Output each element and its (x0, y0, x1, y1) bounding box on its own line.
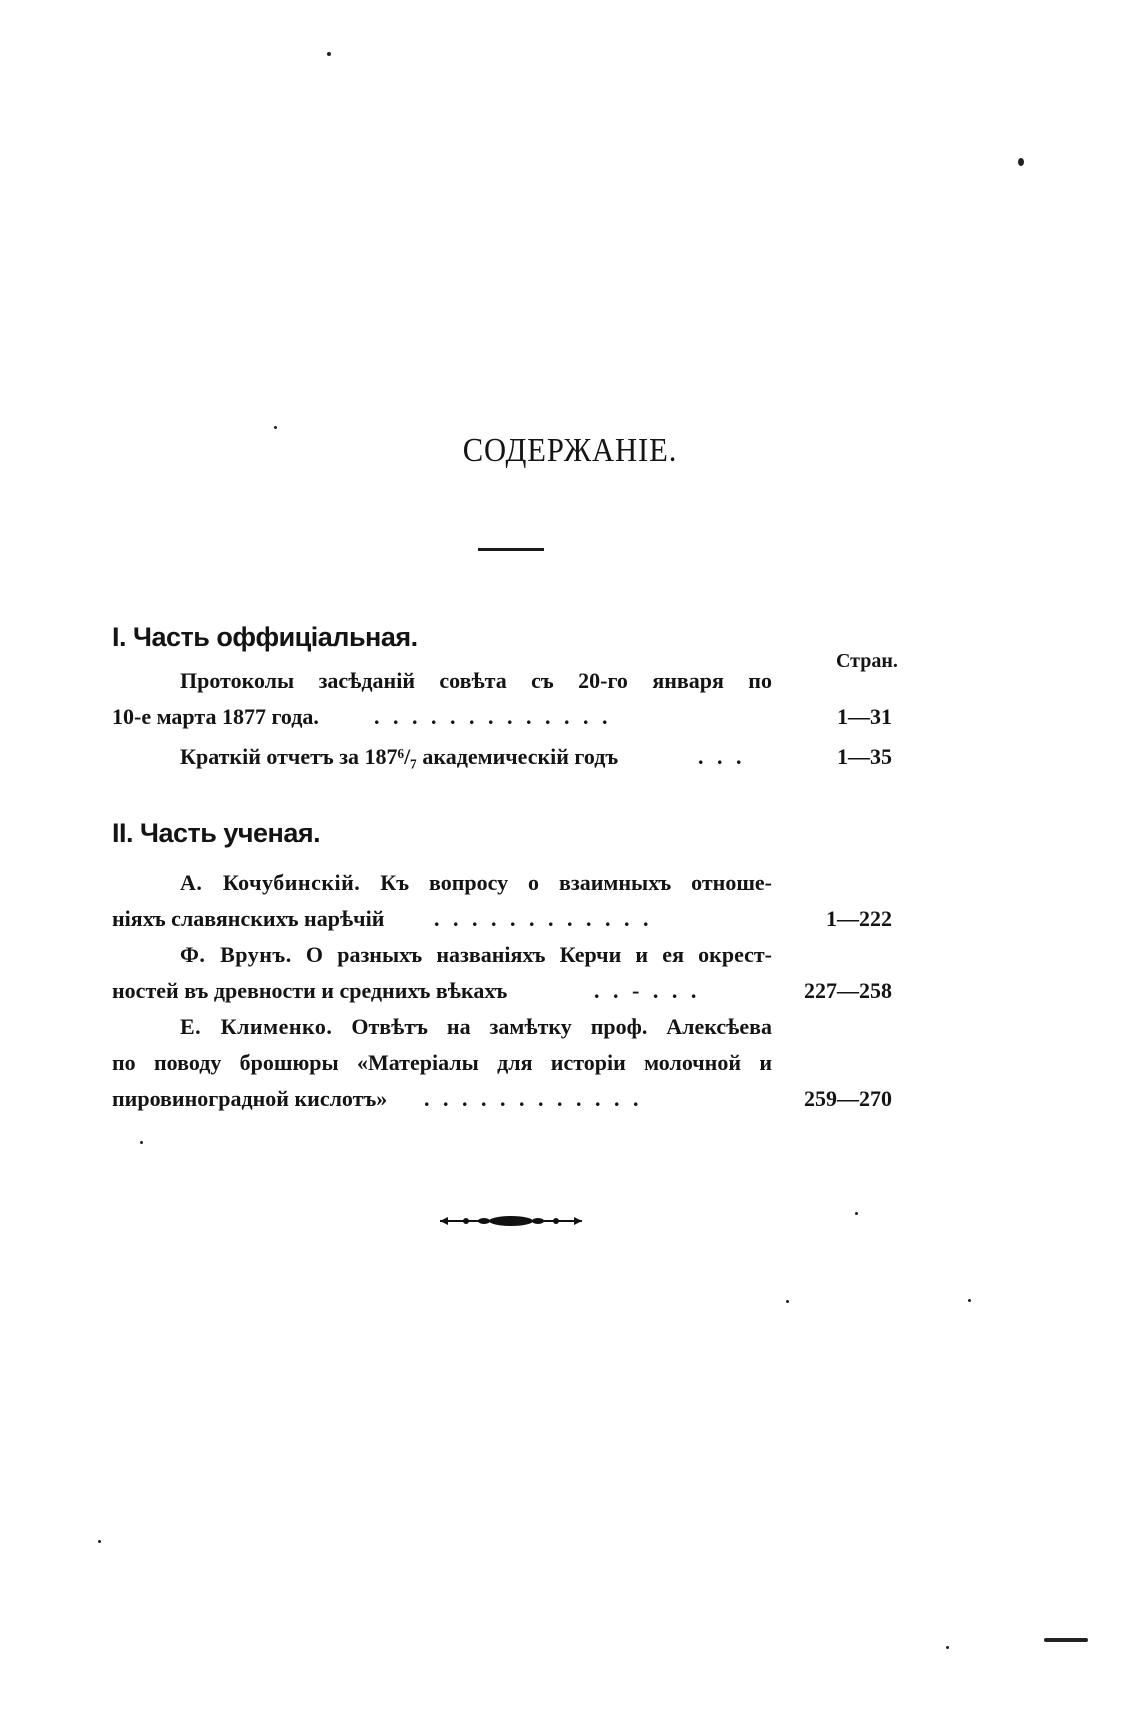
leader-dots: . . . . . . . . . . . . . (374, 704, 612, 729)
print-speck (327, 52, 331, 56)
pages-column-label: Стран. (836, 650, 898, 672)
print-speck (140, 1141, 143, 1144)
entry-text: Протоколы засѣданій совѣта съ 20-го января по (180, 668, 772, 693)
toc-entry-klimenko-line2 (112, 1050, 892, 1084)
entry-pages: 1—222 (826, 906, 892, 931)
leader-dots: . . . . . . . . . . . . (434, 906, 653, 931)
entry-text: по поводу брошюры «Матеріалы для исторіи молочной и (112, 1050, 772, 1075)
toc-entry-brun-line2 (112, 978, 892, 1012)
page-title: СОДЕРЖАНІЕ. (462, 432, 678, 469)
toc-entry-report (112, 744, 892, 778)
entry-pages: 227—258 (804, 978, 892, 1003)
toc-entry-protocols-line2 (112, 704, 892, 738)
entry-text: ніяхъ славянскихъ нарѣчій (112, 906, 385, 931)
entry-text: Краткій отчетъ за 187⁶/₇ академическій годъ (180, 744, 619, 769)
leader-dots: . . . . . . . . . . . . (424, 1086, 643, 1111)
leader-dots: . . . (698, 744, 746, 769)
toc-entry-kochubinsky-line1 (112, 870, 892, 904)
print-speck (968, 1299, 971, 1302)
entry-text: О разныхъ названіяхъ Керчи и ея окрест- (305, 942, 772, 967)
print-speck (855, 1212, 858, 1215)
entry-text: Къ вопросу о взаимныхъ отноше- (380, 870, 773, 895)
toc-entry-klimenko-line3 (112, 1086, 892, 1120)
print-speck (1018, 158, 1024, 166)
entry-text: ностей въ древности и среднихъ вѣкахъ (112, 978, 508, 1003)
entry-text: пировиноградной кислотъ» (112, 1086, 388, 1111)
toc-entry-brun-line1 (112, 942, 892, 976)
entry-author: Е. Клименко. (180, 1014, 333, 1039)
entry-pages: 259—270 (804, 1086, 892, 1111)
print-smudge (1044, 1638, 1088, 1642)
entry-text: Отвѣтъ на замѣтку проф. Алексѣева (351, 1014, 772, 1039)
ornament-divider (438, 1210, 584, 1232)
print-speck (274, 426, 277, 429)
part2-heading: II. Часть ученая. (112, 818, 321, 848)
toc-entry-kochubinsky-line2 (112, 906, 892, 940)
part1-heading: I. Часть оффиціальная. (112, 622, 418, 652)
entry-author: А. Кочубинскій. (180, 870, 361, 895)
toc-entry-klimenko-line1 (112, 1014, 892, 1048)
entry-pages: 1—31 (837, 704, 892, 729)
print-speck (786, 1300, 789, 1303)
toc-entry-protocols-line1 (112, 668, 892, 702)
print-speck (946, 1646, 949, 1649)
entry-pages: 1—35 (837, 744, 892, 769)
entry-author: Ф. Врунъ. (180, 942, 292, 967)
title-rule (478, 548, 544, 551)
print-speck (98, 1540, 101, 1543)
leader-dots: . . - . . . (594, 978, 701, 1003)
entry-text: 10-е марта 1877 года. (112, 704, 319, 729)
